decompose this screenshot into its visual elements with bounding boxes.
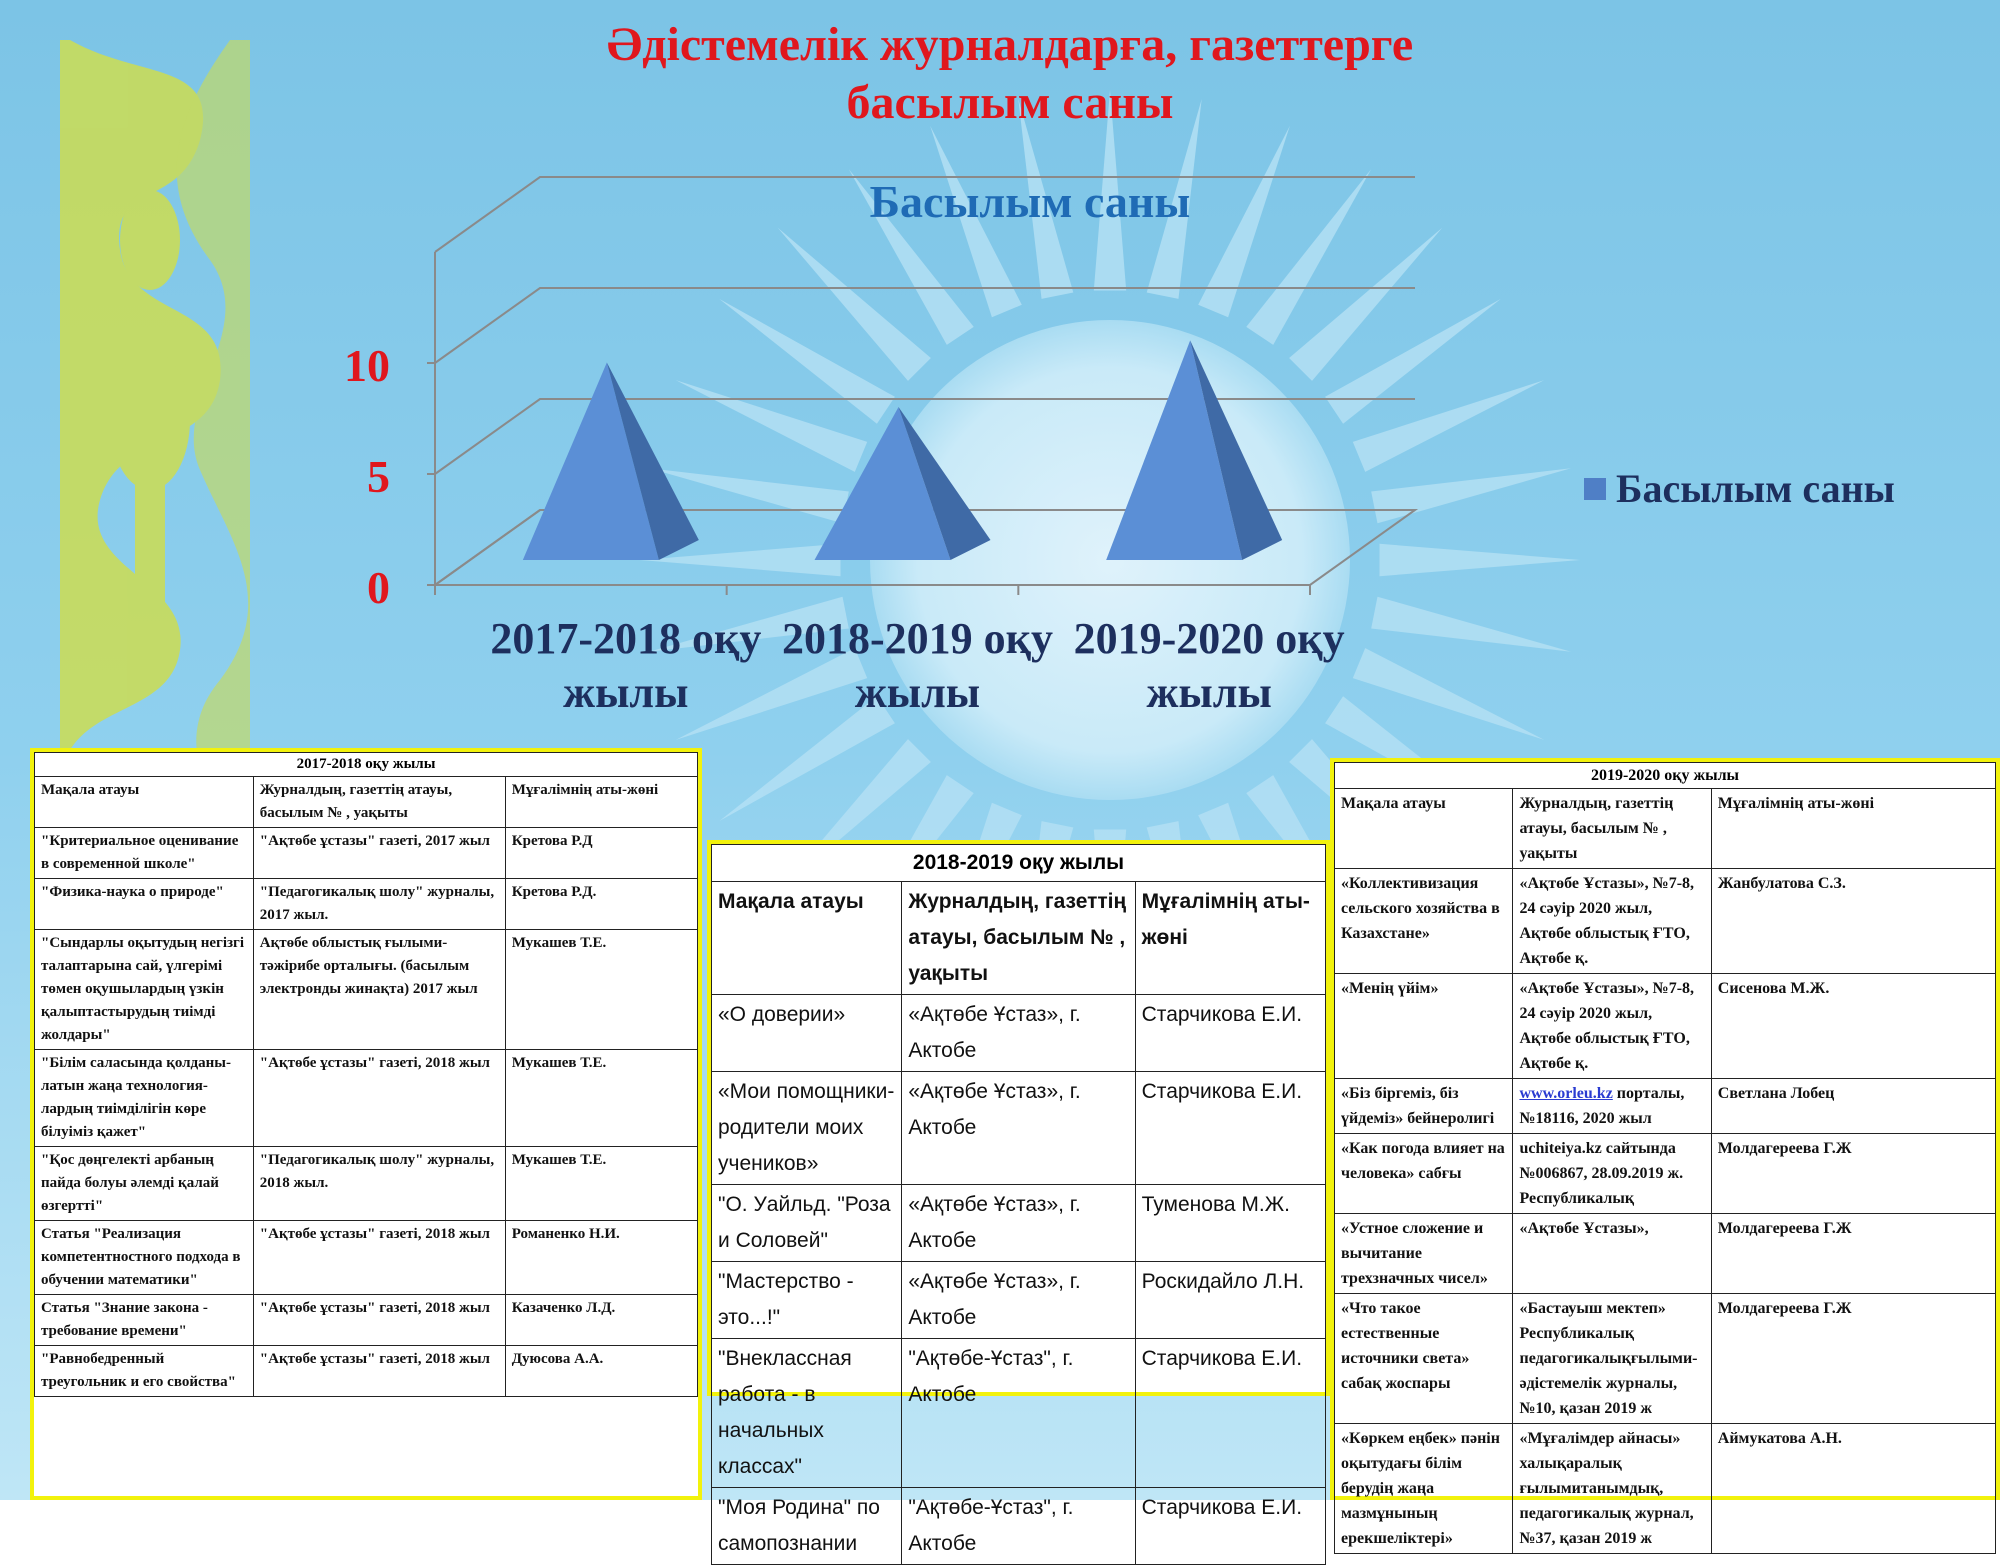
table-cell: «Устное сложение и вычитание трехзначных чисел» (1335, 1214, 1513, 1294)
table-cell: Кретова Р.Д (505, 828, 697, 879)
table-cell: «Біз біргеміз, біз үйдеміз» бейнеролигі (1335, 1079, 1513, 1134)
table-header-cell: Мақала атауы (35, 777, 254, 828)
table-row (35, 1295, 698, 1346)
table-row (35, 1346, 698, 1397)
table-cell: Романенко Н.И. (505, 1221, 697, 1295)
table-cell: "Моя Родина" по самопознании (712, 1488, 902, 1565)
x-category-label: жылы (563, 668, 689, 717)
table-cell: "Білім саласында қолданы-латын жаңа технология-лардың тиімділігін көре білуіміз қажет" (35, 1050, 254, 1147)
table-cell: "Ақтөбе-Ұстаз", г. Актобе (902, 1488, 1135, 1565)
table-cell: Сисенова М.Ж. (1711, 974, 1995, 1079)
publication-table (1334, 762, 1996, 1554)
table-row (35, 879, 698, 930)
table-cell: Мукашев Т.Е. (505, 1147, 697, 1221)
portal-link[interactable]: www.orleu.kz (1519, 1085, 1613, 1102)
table-cell: Дуюсова А.А. (505, 1346, 697, 1397)
table-caption: 2017-2018 оқу жылы (34, 752, 698, 776)
table-row (1335, 1214, 1996, 1294)
table-row (35, 930, 698, 1050)
table-cell: "Ақтөбе ұстазы" газеті, 2018 жыл (253, 1346, 505, 1397)
table-row (1335, 974, 1996, 1079)
table-cell: "Физика-наука о природе" (35, 879, 254, 930)
table-cell: "Ақтөбе ұстазы" газеті, 2018 жыл (253, 1221, 505, 1295)
legend-label: Басылым саны (1616, 466, 1895, 511)
table-row (1335, 1424, 1996, 1554)
table-cell: «Ақтөбе Ұстаз», г. Актобе (902, 1185, 1135, 1262)
table-cell: «Что такое естественные источники света» сабақ жоспары (1335, 1294, 1513, 1424)
table-cell: "О. Уайльд. "Роза и Соловей" (712, 1185, 902, 1262)
table-header-cell: Мұғалімнің аты-жөні (505, 777, 697, 828)
table-cell: «Мои помощники- родители моих учеников» (712, 1072, 902, 1185)
table-cell: Старчикова Е.И. (1135, 1339, 1325, 1488)
table-row (1335, 1079, 1996, 1134)
table-cell: Статья "Реализация компетентностного подхода в обучении математики" (35, 1221, 254, 1295)
table-cell: «Ақтөбе Ұстазы», (1513, 1214, 1711, 1294)
table-cell: Мукашев Т.Е. (505, 930, 697, 1050)
table-cell: «Как погода влияет на человека» сабғы (1335, 1134, 1513, 1214)
table-cell: Старчикова Е.И. (1135, 1072, 1325, 1185)
table-cell: Роскидайло Л.Н. (1135, 1262, 1325, 1339)
table-row (1335, 869, 1996, 974)
table-row (35, 1221, 698, 1295)
table-row (35, 828, 698, 879)
table-cell: «Ақтөбе Ұстаз», г. Актобе (902, 995, 1135, 1072)
table-cell: "Критериальное оценивание в современной школе" (35, 828, 254, 879)
x-category-label: 2017-2018 оқу (490, 614, 762, 663)
table-header-cell: Мұғалімнің аты-жөні (1711, 789, 1995, 869)
table-cell: "Ақтөбе ұстазы" газеті, 2017 жыл (253, 828, 505, 879)
table-cell: "Мастерство - это...!" (712, 1262, 902, 1339)
table-row (1335, 1134, 1996, 1214)
pyramid-chart (0, 0, 2000, 760)
x-category-label: жылы (1146, 668, 1272, 717)
gridline (435, 288, 1415, 363)
table-cell: Молдагереева Г.Ж (1711, 1294, 1995, 1424)
table-header-row (1335, 789, 1996, 869)
table-cell: Молдагереева Г.Ж (1711, 1134, 1995, 1214)
table-header-cell: Журналдың, газеттің атауы, басылым № , уақыты (902, 882, 1135, 995)
table-row (35, 1147, 698, 1221)
table-cell: «Ақтөбе Ұстаз», г. Актобе (902, 1262, 1135, 1339)
table-caption: 2018-2019 оқу жылы (711, 844, 1326, 881)
publication-table (34, 752, 698, 1397)
table-2019-2020 (1330, 758, 2000, 1547)
table-header-row (35, 777, 698, 828)
table-cell: Туменова М.Ж. (1135, 1185, 1325, 1262)
table-cell: «Көркем еңбек» пәнін оқытудағы білім берудің жаңа мазмұнының ерекшеліктері» (1335, 1424, 1513, 1554)
table-row (712, 995, 1326, 1072)
y-tick-label: 0 (367, 562, 390, 613)
table-header-row (712, 882, 1326, 995)
chart-legend (1584, 465, 1895, 512)
y-tick-label: 10 (344, 340, 390, 391)
table-cell: «Коллективизация сельского хозяйства в Казахстане» (1335, 869, 1513, 974)
table-cell: "Қос дөңгелекті арбаның пайда болуы әлемді қалай өзгертті" (35, 1147, 254, 1221)
x-category-label: жылы (854, 668, 981, 717)
table-cell: Старчикова Е.И. (1135, 995, 1325, 1072)
table-cell: "Педагогикалық шолу" журналы, 2018 жыл. (253, 1147, 505, 1221)
table-cell: Мукашев Т.Е. (505, 1050, 697, 1147)
table-2017-2018 (30, 748, 702, 1500)
table-row (1335, 1294, 1996, 1424)
table-header-cell: Мақала атауы (712, 882, 902, 995)
x-category-label: 2019-2020 оқу (1073, 614, 1345, 663)
chart-title: Басылым саны (869, 176, 1191, 227)
table-cell: «Ақтөбе Ұстаз», г. Актобе (902, 1072, 1135, 1185)
table-cell: Ақтөбе облыстық ғылыми-тәжірибе орталығы. (басылым электронды жинақта) 2017 жыл (253, 930, 505, 1050)
table-cell: Казаченко Л.Д. (505, 1295, 697, 1346)
table-cell: "Ақтөбе ұстазы" газеті, 2018 жыл (253, 1050, 505, 1147)
table-row (35, 1050, 698, 1147)
gridline (435, 177, 1415, 252)
table-row (712, 1262, 1326, 1339)
table-cell: «Ақтөбе Ұстазы», №7-8, 24 сәуір 2020 жыл, Ақтөбе облыстық ҒТО, Ақтөбе қ. (1513, 869, 1711, 974)
table-header-cell: Мұғалімнің аты-жөні (1135, 882, 1325, 995)
table-cell: Старчикова Е.И. (1135, 1488, 1325, 1565)
table-cell: Аймукатова А.Н. (1711, 1424, 1995, 1554)
table-cell: "Равнобедренный треугольник и его свойства" (35, 1346, 254, 1397)
table-row (712, 1185, 1326, 1262)
table-cell: «Менің үйім» (1335, 974, 1513, 1079)
table-cell: «Мұғалімдер айнасы» халықаралық ғылымитанымдық, педагогикалық журнал, №37, қазан 2019 ж (1513, 1424, 1711, 1554)
table-cell: "Внеклассная работа - в начальных классах" (712, 1339, 902, 1488)
table-cell: «Ақтөбе Ұстазы», №7-8, 24 сәуір 2020 жыл, Ақтөбе облыстық ҒТО, Ақтөбе қ. (1513, 974, 1711, 1079)
table-cell: Жанбулатова С.З. (1711, 869, 1995, 974)
legend-swatch (1584, 478, 1606, 500)
table-cell: «Бастауыш мектеп» Республикалық педагогикалықғылыми-әдістемелік журналы, №10, қазан 2019 ж (1513, 1294, 1711, 1424)
table-row (712, 1339, 1326, 1488)
table-caption: 2019-2020 оқу жылы (1334, 762, 1996, 788)
table-cell: Кретова Р.Д. (505, 879, 697, 930)
table-cell: "Ақтөбе-Ұстаз", г. Актобе (902, 1339, 1135, 1488)
slide-title-line2: басылым саны (846, 76, 1174, 129)
table-header-cell: Журналдың, газеттің атауы, басылым № , уақыты (253, 777, 505, 828)
table-cell: "Педагогикалық шолу" журналы, 2017 жыл. (253, 879, 505, 930)
table-cell: "Ақтөбе ұстазы" газеті, 2018 жыл (253, 1295, 505, 1346)
x-category-label: 2018-2019 оқу (781, 614, 1054, 663)
table-cell: uchiteiya.kz сайтында №006867, 28.09.2019 ж. Республикалық (1513, 1134, 1711, 1214)
y-tick-label: 5 (367, 451, 390, 502)
table-cell: Молдагереева Г.Ж (1711, 1214, 1995, 1294)
slide-title-line1: Әдістемелік журналдарға, газеттерге (606, 18, 1414, 71)
table-header-cell: Журналдың, газеттің атауы, басылым № , уақыты (1513, 789, 1711, 869)
table-cell: "Сындарлы оқытудың негізгі талаптарына сай, үлгерімі төмен оқушылардың үзкін қалыптастырудың тиімді жолдары" (35, 930, 254, 1050)
table-cell: www.orleu.kz порталы, №18116, 2020 жыл (1513, 1079, 1711, 1134)
table-row (712, 1072, 1326, 1185)
table-cell: «О доверии» (712, 995, 902, 1072)
publication-table (711, 844, 1326, 1565)
table-cell: Статья "Знание закона - требование времени" (35, 1295, 254, 1346)
table-cell: Светлана Лобец (1711, 1079, 1995, 1134)
table-2018-2019 (707, 840, 1330, 1555)
table-row (712, 1488, 1326, 1565)
table-header-cell: Мақала атауы (1335, 789, 1513, 869)
